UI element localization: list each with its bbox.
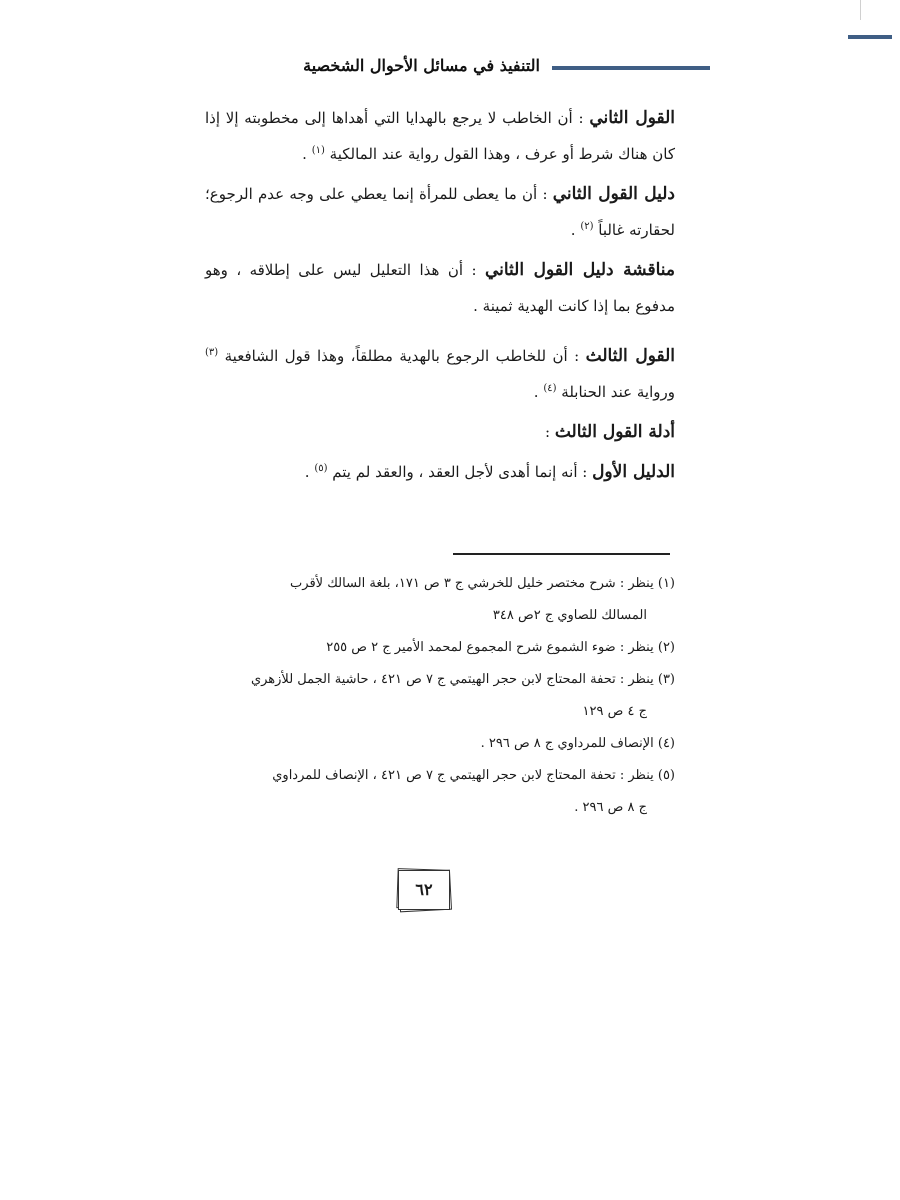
footnote-2: (٢) ينظر : ضوء الشموع شرح المجموع لمحمد الأمير ج ٢ ص ٢٥٥ <box>326 640 675 655</box>
footnote-ref[interactable]: (٤) <box>543 383 557 394</box>
page-number: ٦٢ <box>415 880 433 899</box>
paragraph-first-evidence <box>205 454 675 490</box>
footnote-ref[interactable]: (٢) <box>580 221 594 232</box>
paragraph-third-opinion <box>205 338 675 410</box>
paragraph-lead: أدلة القول الثالث <box>554 422 675 442</box>
paragraph-tail: . <box>570 221 581 239</box>
footnote-5: (٥) ينظر : تحفة المحتاج لابن حجر الهيتمي ج ٧ ص ٤٢١ ، الإنصاف للمرداوي <box>272 768 675 783</box>
paragraph-text: : <box>545 423 555 441</box>
paragraph-second-opinion <box>205 100 675 172</box>
header-decoration-rule <box>552 66 710 70</box>
paragraph-lead: القول الثاني <box>589 108 676 128</box>
footnote-ref[interactable]: (٥) <box>314 463 328 474</box>
footnote-ref[interactable]: (٣) <box>205 347 219 358</box>
paragraph-second-evidence <box>205 176 675 248</box>
running-header <box>300 56 710 84</box>
paragraph-lead: القول الثالث <box>585 346 675 366</box>
footnote-4: (٤) الإنصاف للمرداوي ج ٨ ص ٢٩٦ . <box>480 736 675 751</box>
footnote-1-continued: المسالك للصاوي ج ٢ص ٣٤٨ <box>492 608 647 623</box>
footnote-3: (٣) ينظر : تحفة المحتاج لابن حجر الهيتمي ج ٧ ص ٤٢١ ، حاشية الجمل للأزهري <box>250 672 675 687</box>
paragraph-tail: . <box>533 383 544 401</box>
paragraph-lead: دليل القول الثاني <box>552 184 675 204</box>
paragraph-text: : أن هذا التعليل ليس على إطلاقه ، وهو مدفوع بما إذا كانت الهدية ثمينة . <box>205 261 675 315</box>
corner-decoration-rule <box>848 35 892 39</box>
running-header-title: التنفيذ في مسائل الأحوال الشخصية <box>303 56 540 75</box>
main-text <box>205 100 675 494</box>
paragraph-tail: . <box>304 463 315 481</box>
paragraph-third-evidence-heading <box>205 414 675 450</box>
paragraph-tail: . <box>302 145 312 163</box>
paragraph-lead: الدليل الأول <box>592 462 675 482</box>
paragraph-text: : أن الخاطب لا يرجع بالهدايا التي أهداها إلى مخطوبته إلا إذا كان هناك شرط أو عرف ، وهذا القول رواية عند المالكية <box>205 109 675 163</box>
footnote-ref[interactable]: (١) <box>311 145 325 156</box>
paragraph-lead: مناقشة دليل القول الثاني <box>484 260 675 280</box>
paragraph-text-continued: ورواية عند الحنابلة <box>556 383 675 401</box>
paragraph-text: : أنه إنما أهدى لأجل العقد ، والعقد لم يتم <box>327 463 593 481</box>
footnotes <box>210 568 675 824</box>
page-number-frame <box>395 868 453 912</box>
footnote-separator <box>453 553 670 555</box>
paragraph-text: : أن ما يعطى للمرأة إنما يعطي على وجه عدم الرجوع؛ لحقارته غالباً <box>205 185 675 239</box>
page-edge-line <box>860 0 861 20</box>
footnote-3-continued: ج ٤ ص ١٢٩ <box>582 704 647 719</box>
footnote-1: (١) ينظر : شرح مختصر خليل للخرشي ج ٣ ص ١٧١، بلغة السالك لأقرب <box>290 576 675 591</box>
paragraph-text: : أن للخاطب الرجوع بالهدية مطلقاً، وهذا قول الشافعية <box>218 347 586 365</box>
footnote-5-continued: ج ٨ ص ٢٩٦ . <box>574 800 647 815</box>
paragraph-second-discussion <box>205 252 675 324</box>
